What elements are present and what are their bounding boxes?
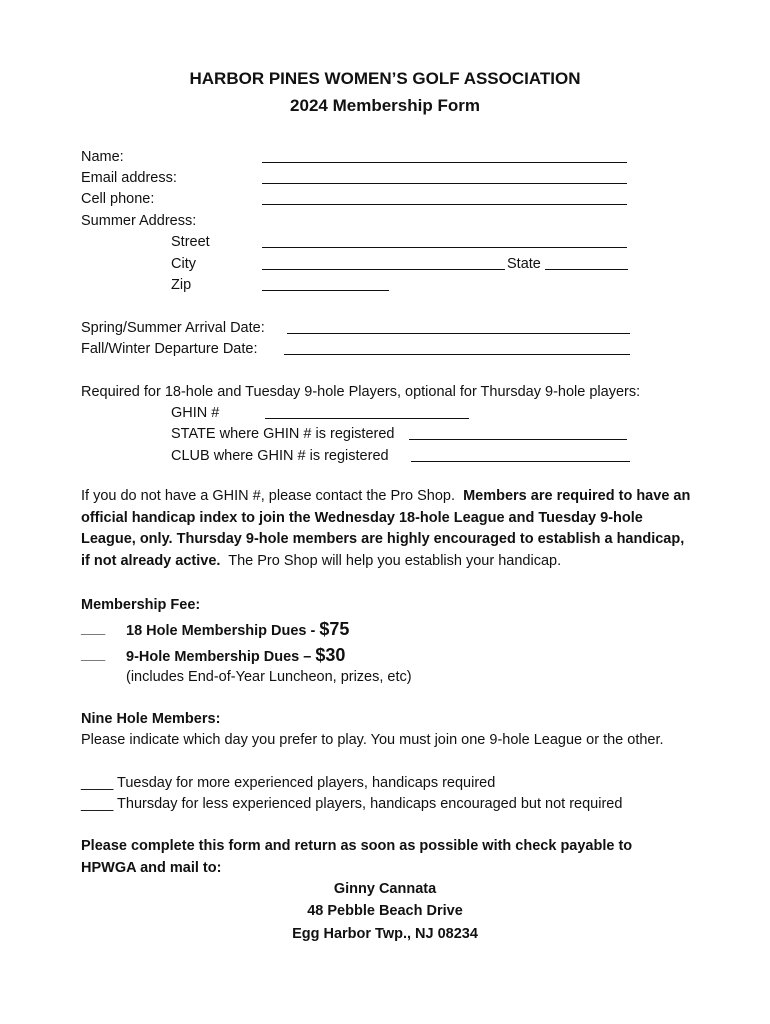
dues-note: (includes End-of-Year Luncheon, prizes, etc)	[126, 669, 412, 685]
ghin-label: GHIN #	[171, 405, 220, 421]
zip-label: Zip	[171, 277, 192, 293]
summer-address-label: Summer Address:	[81, 213, 197, 229]
ghin-state-label: STATE where GHIN # is registered	[171, 426, 395, 442]
handicap-text-end: The Pro Shop will help you establish your handicap.	[228, 552, 562, 569]
email-field[interactable]	[262, 183, 627, 184]
arrival-date-field[interactable]	[287, 333, 630, 334]
ghin-club-field[interactable]	[411, 461, 630, 462]
handicap-requirement-text: Members are required to have an official handicap index to join the Wednesday 18-hole League and Tuesday 9-hole League, only. Thursday 9-hole members are highly encouraged to establish a handicap, if not already active.	[81, 488, 691, 569]
street-label: Street	[171, 234, 210, 250]
name-label: Name:	[81, 149, 124, 165]
name-field[interactable]	[262, 162, 627, 163]
handicap-text-start: If you do not have a GHIN #, please contact the Pro Shop.	[81, 488, 456, 504]
membership-fee-heading: Membership Fee:	[81, 597, 201, 613]
nine-dues-price: $30	[315, 645, 346, 665]
thursday-option[interactable]: ____ Thursday for less experienced players, handicaps encouraged but not required	[81, 796, 623, 812]
phone-label: Cell phone:	[81, 191, 155, 207]
ghin-club-label: CLUB where GHIN # is registered	[171, 448, 389, 464]
arrival-date-label: Spring/Summer Arrival Date:	[81, 320, 265, 336]
state-label: State	[507, 256, 541, 272]
nine-hole-heading: Nine Hole Members:	[81, 711, 221, 727]
departure-date-label: Fall/Winter Departure Date:	[81, 341, 258, 357]
nine-dues-checkbox[interactable]: ___	[81, 647, 106, 663]
street-field[interactable]	[262, 247, 627, 248]
state-field[interactable]	[545, 269, 628, 270]
recipient-city: Egg Harbor Twp., NJ 08234	[292, 926, 478, 942]
return-instructions: Please complete this form and return as soon as possible with check payable to HPWGA and mail to:	[81, 838, 633, 876]
city-field[interactable]	[262, 269, 505, 270]
ghin-requirement-text: Required for 18-hole and Tuesday 9-hole Players, optional for Thursday 9-hole players:	[81, 384, 641, 400]
full-dues-price: $75	[319, 619, 350, 639]
city-label: City	[171, 256, 196, 272]
handicap-paragraph	[81, 486, 693, 572]
recipient-street: 48 Pebble Beach Drive	[307, 903, 463, 919]
nine-hole-instructions: Please indicate which day you prefer to play. You must join one 9-hole League or the other.	[81, 732, 664, 748]
full-dues-label: 18 Hole Membership Dues -	[126, 623, 316, 639]
ghin-field[interactable]	[265, 418, 469, 419]
ghin-state-field[interactable]	[409, 439, 627, 440]
nine-dues-option	[126, 646, 345, 666]
full-dues-checkbox[interactable]: ___	[81, 621, 106, 637]
email-label: Email address:	[81, 170, 177, 186]
nine-dues-label: 9-Hole Membership Dues –	[126, 649, 312, 665]
full-dues-option	[126, 620, 349, 640]
departure-date-field[interactable]	[284, 354, 630, 355]
recipient-name: Ginny Cannata	[333, 881, 437, 897]
form-title: HARBOR PINES WOMEN’S GOLF ASSOCIATION	[189, 69, 581, 88]
form-subtitle: 2024 Membership Form	[290, 96, 480, 115]
tuesday-option[interactable]: ____ Tuesday for more experienced players, handicaps required	[81, 775, 496, 791]
phone-field[interactable]	[262, 204, 627, 205]
zip-field[interactable]	[262, 290, 389, 291]
